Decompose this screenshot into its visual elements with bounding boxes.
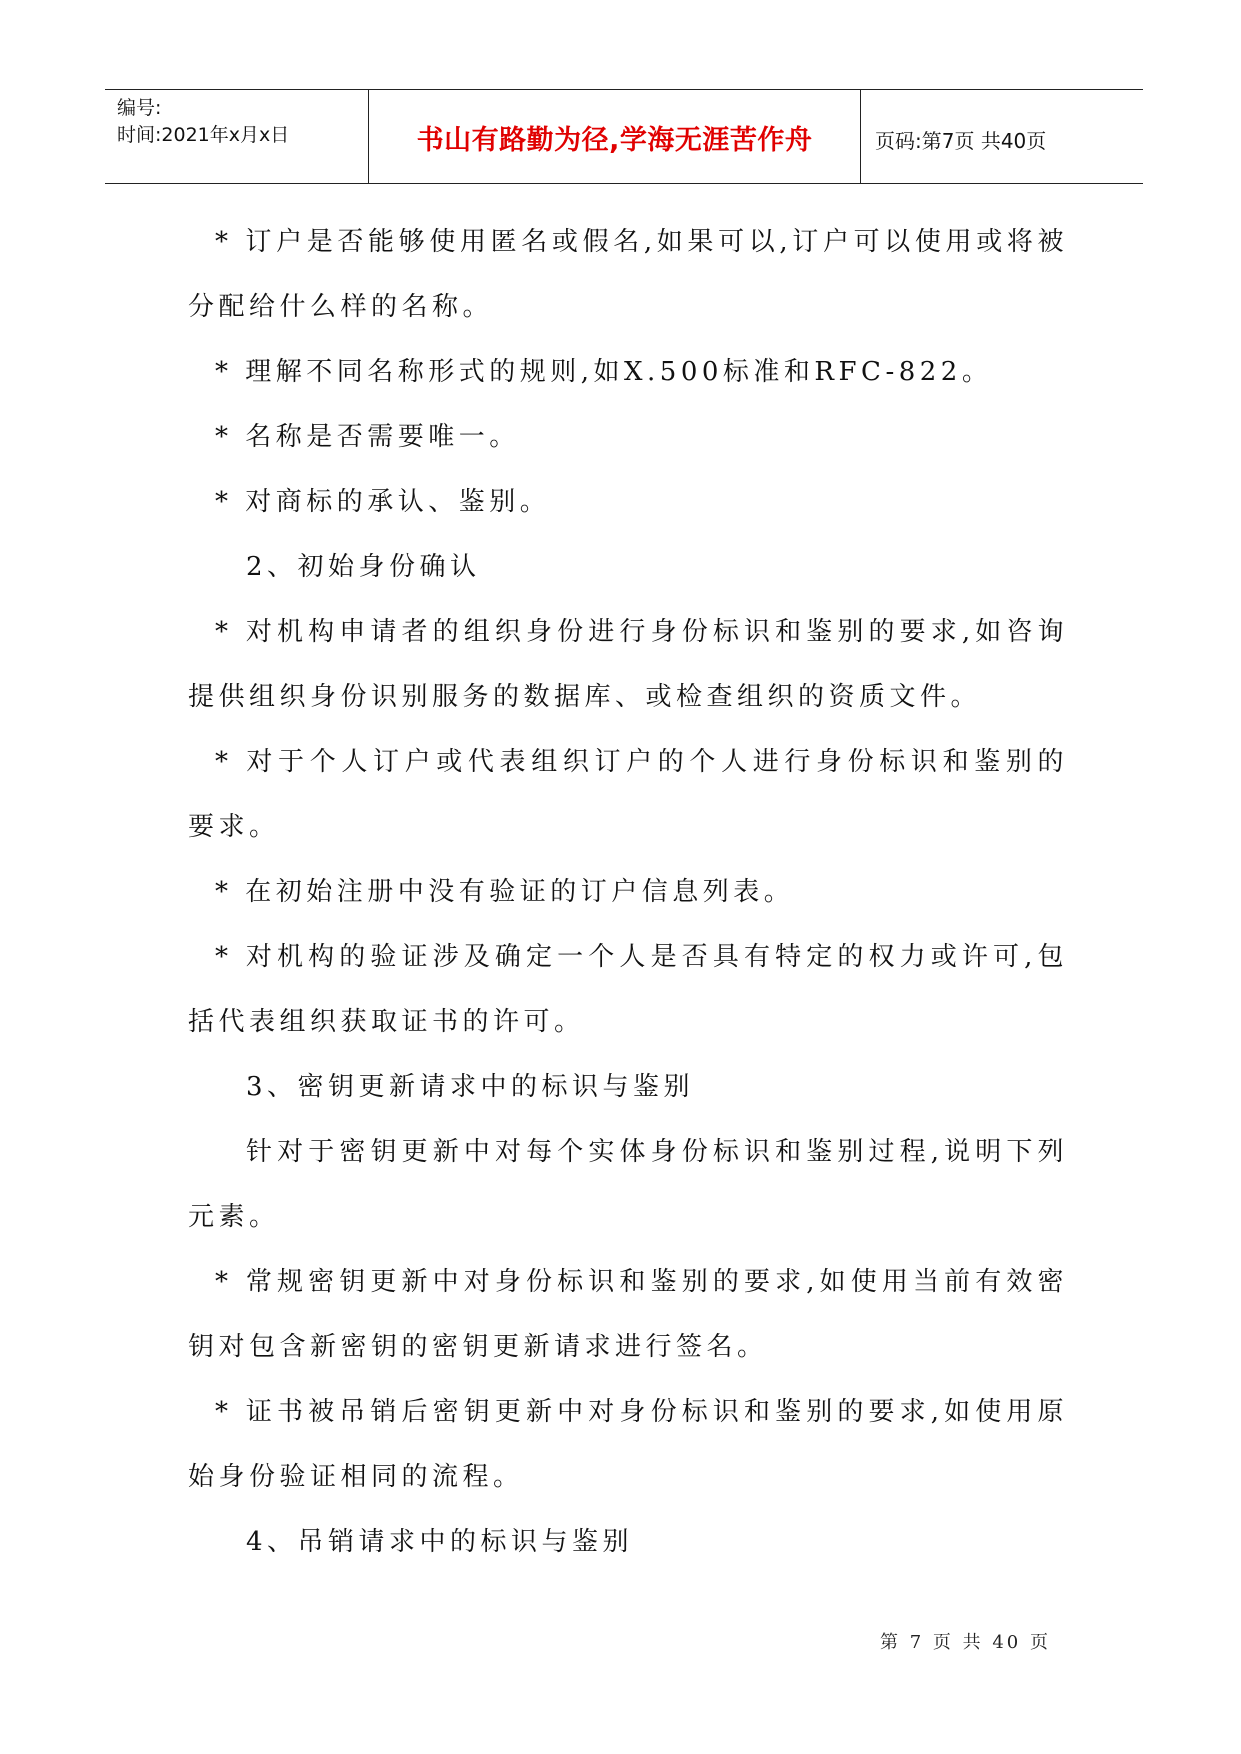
header-right-cell: [861, 90, 1143, 183]
paragraph: 针对于密钥更新中对每个实体身份标识和鉴别过程,说明下列元素。: [188, 1137, 1068, 1232]
header-left-cell: [105, 90, 369, 183]
paragraph: * 常规密钥更新中对身份标识和鉴别的要求,如使用当前有效密钥对包含新密钥的密钥更新请求进行签名。: [188, 1267, 1068, 1362]
paragraph: * 在初始注册中没有验证的订户信息列表。: [215, 877, 795, 907]
paragraph: * 订户是否能够使用匿名或假名,如果可以,订户可以使用或将被分配给什么样的名称。: [188, 227, 1068, 322]
header-motto: 书山有路勤为径,学海无涯苦作舟: [416, 125, 813, 156]
paragraph: * 证书被吊销后密钥更新中对身份标识和鉴别的要求,如使用原始身份验证相同的流程。: [188, 1397, 1068, 1492]
paragraph: * 名称是否需要唯一。: [215, 422, 520, 452]
paragraph: * 对商标的承认、鉴别。: [215, 487, 551, 517]
section-heading: 3、密钥更新请求中的标识与鉴别: [246, 1072, 695, 1102]
time-label: 时间:2021年x月x日: [117, 124, 290, 146]
section-heading: 4、吊销请求中的标识与鉴别: [246, 1527, 634, 1557]
document-header: [105, 89, 1143, 184]
paragraph: * 理解不同名称形式的规则,如X.500标准和RFC-822。: [215, 357, 993, 387]
serial-number-label: 编号:: [117, 97, 162, 119]
header-middle-cell: [369, 90, 861, 183]
page-footer: 第 7 页 共 40 页: [880, 1632, 1051, 1653]
document-body: [188, 210, 1068, 1575]
paragraph: * 对机构的验证涉及确定一个人是否具有特定的权力或许可,包括代表组织获取证书的许可。: [188, 942, 1068, 1037]
paragraph: * 对于个人订户或代表组织订户的个人进行身份标识和鉴别的要求。: [188, 747, 1068, 842]
section-heading: 2、初始身份确认: [246, 552, 481, 582]
paragraph: * 对机构申请者的组织身份进行身份标识和鉴别的要求,如咨询提供组织身份识别服务的数据库、或检查组织的资质文件。: [188, 617, 1068, 712]
header-page-info: 页码:第7页 共40页: [875, 129, 1047, 153]
